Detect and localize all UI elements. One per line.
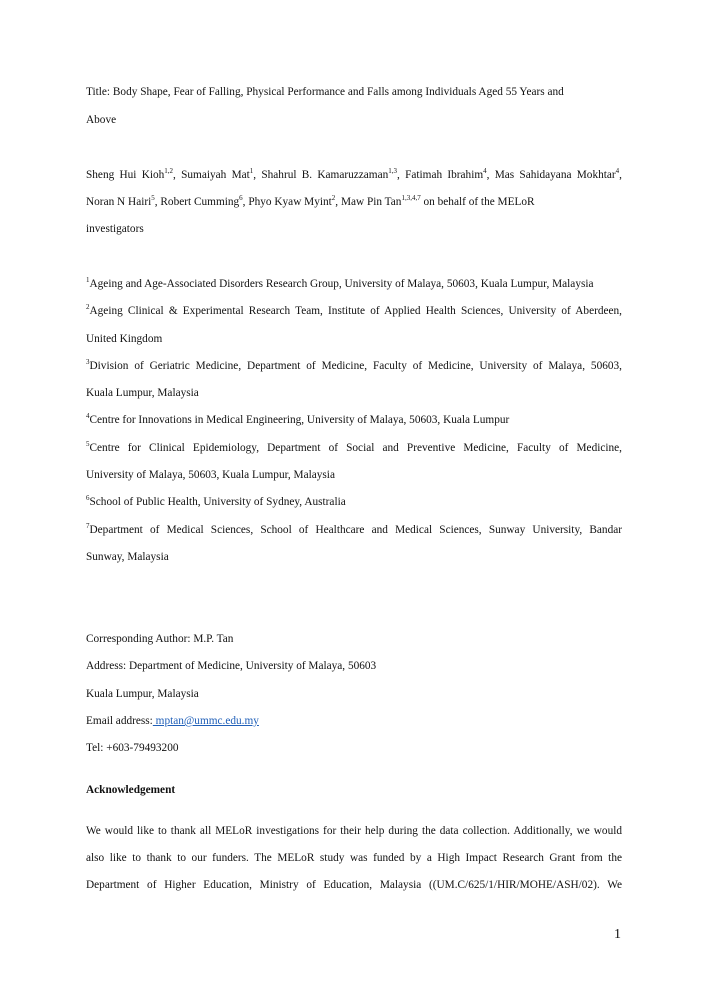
email-line [86, 714, 259, 728]
affiliation-6: $^6$School of Public Health, University of Sydney, Australia [86, 494, 346, 508]
affiliation-4: $^4$Centre for Innovations in Medical Engineering, University of Malaya, 50603, Kuala Lumpur [86, 412, 510, 426]
acknowledgement-line-1: We would like to thank all MELoR investigations for their help during the data collection. Additionally, we would [86, 825, 622, 837]
affiliation-3-cont: Kuala Lumpur, Malaysia [86, 387, 199, 399]
affiliation-1: $^1$Ageing and Age-Associated Disorders Research Group, University of Malaya, 50603, Kuala Lumpur, Malaysia [86, 276, 594, 290]
title-line-2: Above [86, 114, 117, 126]
address-line-1: Address: Department of Medicine, University of Malaya, 50603 [86, 660, 377, 672]
email-link[interactable]: mptan@ummc.edu.my [152, 715, 259, 727]
authors-line-1: Sheng Hui Kioh$^{1,2}$, Sumaiyah Mat$^1$, Shahrul B. Kamaruzzaman$^{1,3}$, Fatimah Ibrahim$^4$, Mas Sahidayana Mokhtar$^4$, [86, 167, 622, 181]
affiliation-5-cont: University of Malaya, 50603, Kuala Lumpur, Malaysia [86, 469, 335, 481]
address-line-2: Kuala Lumpur, Malaysia [86, 688, 199, 700]
authors-line-2: Noran N Hairi$^5$, Robert Cumming$^6$, Phyo Kyaw Myint$^2$, Maw Pin Tan$^{1,3,4,7}$ on behalf of the MELoR [86, 194, 535, 208]
page-number: 1 [614, 927, 621, 942]
acknowledgement-line-2: also like to thank to our funders. The MELoR study was funded by a High Impact Research Grant from the [86, 852, 622, 864]
acknowledgement-heading: Acknowledgement [86, 784, 176, 796]
affiliation-5: $^5$Centre for Clinical Epidemiology, Department of Social and Preventive Medicine, Faculty of Medicine, [86, 440, 622, 454]
affiliation-3: $^3$Division of Geriatric Medicine, Department of Medicine, Faculty of Medicine, University of Malaya, 50603, [86, 358, 622, 372]
authors-line-3: investigators [86, 223, 144, 235]
affiliation-2: $^2$Ageing Clinical & Experimental Research Team, Institute of Applied Health Sciences, University of Aberdeen, [86, 303, 622, 317]
affiliation-7-cont: Sunway, Malaysia [86, 551, 169, 563]
title-line-1: Title: Body Shape, Fear of Falling, Physical Performance and Falls among Individuals Aged 55 Years and [86, 86, 564, 98]
tel-line: Tel: +603-79493200 [86, 742, 179, 754]
affiliation-7: $^7$Department of Medical Sciences, School of Healthcare and Medical Sciences, Sunway University, Bandar [86, 522, 622, 536]
affiliation-2-cont: United Kingdom [86, 333, 163, 345]
acknowledgement-line-3: Department of Higher Education, Ministry of Education, Malaysia ((UM.C/625/1/HIR/MOHE/ASH/02). We [86, 879, 622, 891]
corresponding-author: Corresponding Author: M.P. Tan [86, 633, 234, 645]
email-label: Email address: [86, 715, 153, 727]
